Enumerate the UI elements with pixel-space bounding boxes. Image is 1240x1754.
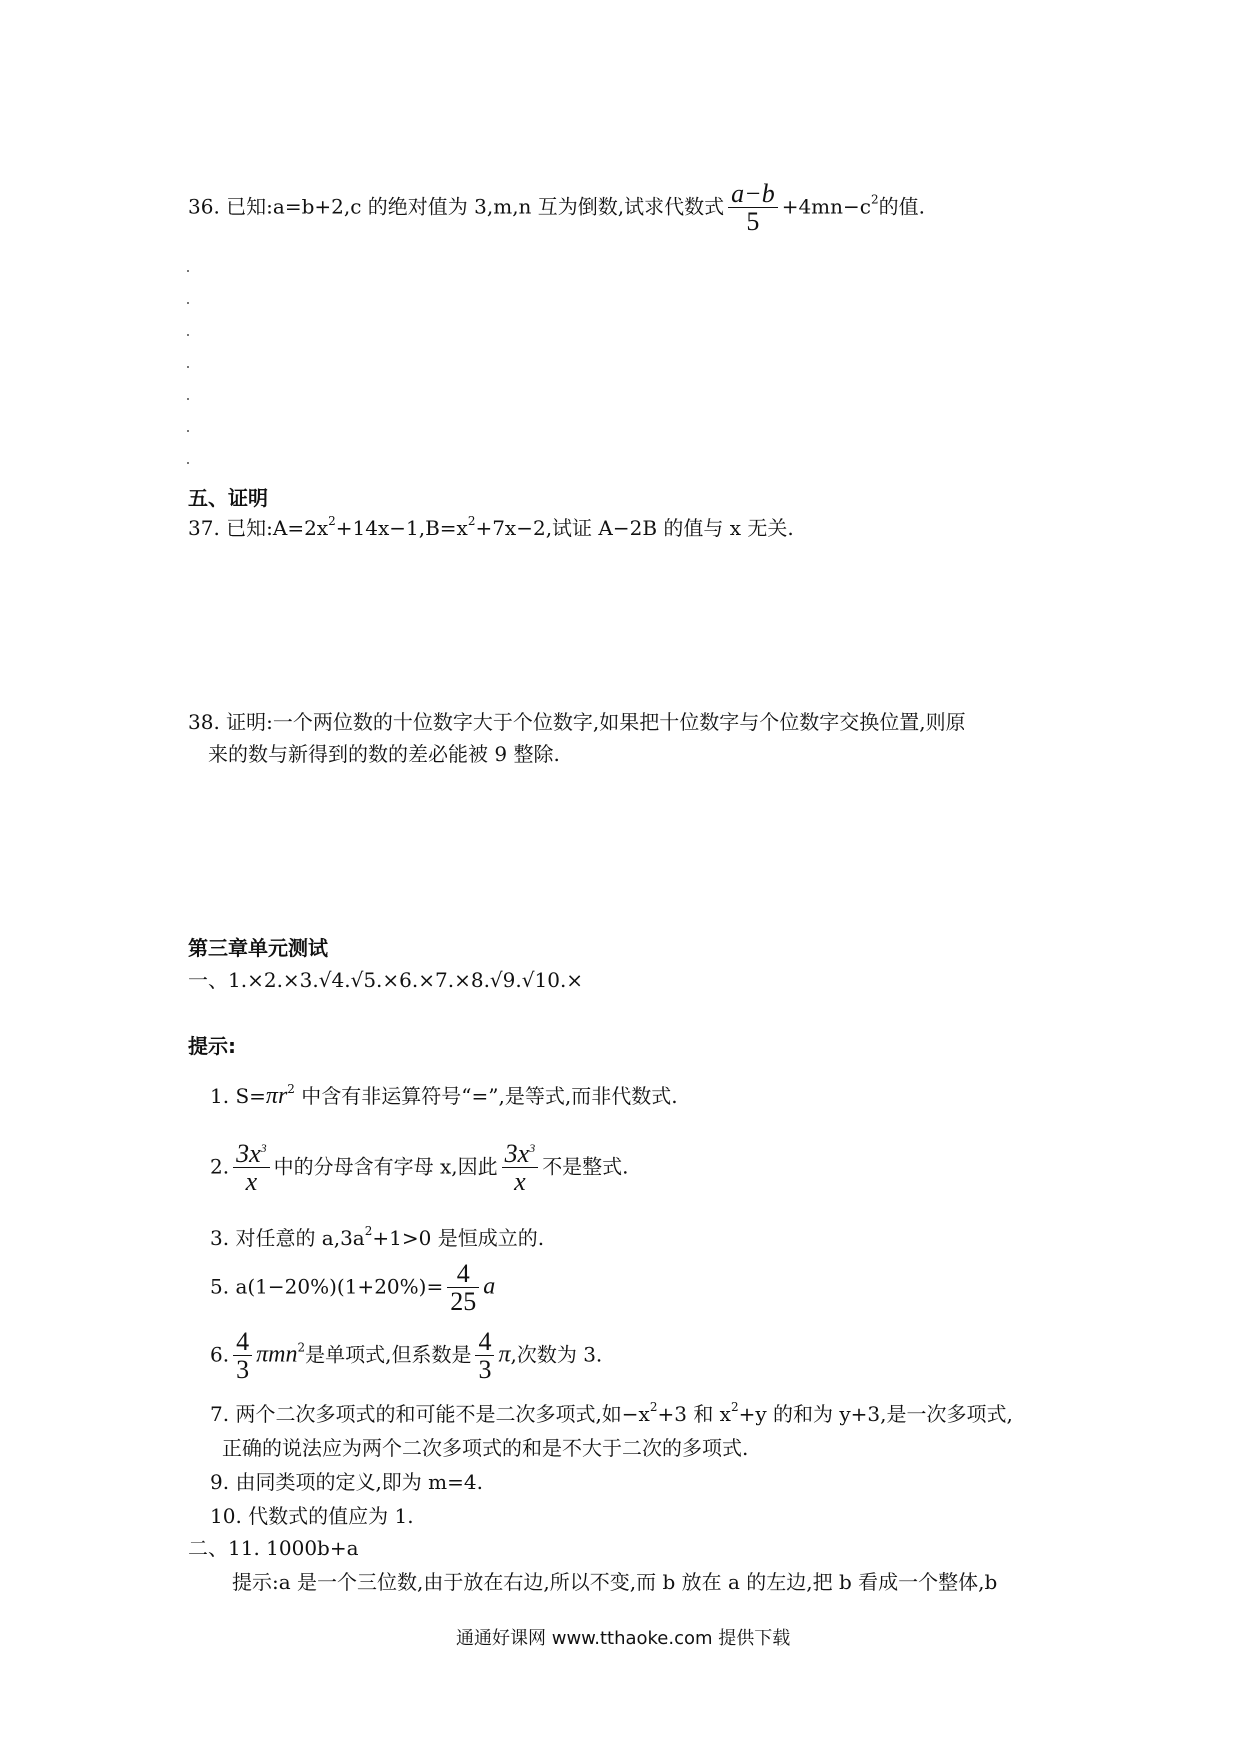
question-37: 37. 已知$:A=2x^2+14x-1,B=x^2+7x-2$,试证 A−2B 的值与 x 无关. bbox=[188, 514, 794, 540]
hint-11: 提示:a 是一个三位数,由于放在右边,所以不变,而 b 放在 a 的左边,把 b 看成一个整体,b bbox=[232, 1570, 998, 1594]
hint-2-fraction-b: $\frac{3x^3}{x}$ bbox=[502, 1140, 539, 1196]
hint-6-fraction-b: $\frac{4}{3}$ bbox=[475, 1328, 494, 1384]
hint-5: 5. a(1−20%)(1+20%)= $\frac{4}{25}$ a bbox=[210, 1259, 496, 1317]
hint-7-line1: 7. 两个二次多项式的和可能不是二次多项式,如$-x^2+3$ 和 $x^2+y$ 的和为 y+3,是一次多项式, bbox=[210, 1400, 1013, 1426]
hint-6: 6. $\frac{4}{3}$ πmn$^2$是单项式,但系数是 $\frac{4}{3}$ π,次数为 3. bbox=[210, 1327, 603, 1385]
hint-2-fraction: $\frac{3x^3}{x}$ bbox=[233, 1140, 270, 1196]
hint-5-fraction: $\frac{4}{25}$ bbox=[447, 1260, 479, 1316]
hint-9: 9. 由同类项的定义,即为 m=4. bbox=[210, 1470, 483, 1494]
hint-10: 10. 代数式的值应为 1. bbox=[210, 1504, 414, 1528]
blank-dot bbox=[187, 366, 189, 368]
blank-dot bbox=[187, 334, 189, 336]
blank-dot bbox=[187, 270, 189, 272]
hint-1: 1. $S=\pi r^2$ 中含有非运算符号“=”,是等式,而非代数式. bbox=[210, 1082, 678, 1109]
question-38-line1: 38. 证明:一个两位数的十位数字大于个位数字,如果把十位数字与个位数字交换位置,则原 bbox=[188, 710, 966, 734]
question-38-line2: 来的数与新得到的数的差必能被 9 整除. bbox=[208, 742, 560, 766]
page-footer: 通通好课网 www.tthaoke.com 提供下载 bbox=[456, 1628, 791, 1649]
q36-fraction: $\frac{a-b}{5}$ bbox=[728, 180, 778, 236]
blank-dot bbox=[187, 302, 189, 304]
blank-dot bbox=[187, 430, 189, 432]
hint-title: 提示: bbox=[188, 1034, 236, 1058]
answers-part1: 一、1.×2.×3.√4.√5.×6.×7.×8.√9.√10.× bbox=[188, 968, 584, 992]
hint-7-line2: 正确的说法应为两个二次多项式的和是不大于二次的多项式. bbox=[222, 1436, 749, 1460]
hint-2: 2. $\frac{3x^3}{x}$ 中的分母含有字母 x,因此 $\frac{3x^3}{x}$ 不是整式. bbox=[210, 1139, 629, 1197]
hint-3: 3. 对任意的 $a,3a^2+1>0$ 是恒成立的. bbox=[210, 1224, 545, 1250]
hint-6-fraction: $\frac{4}{3}$ bbox=[233, 1328, 252, 1384]
section-5-title: 五、证明 bbox=[188, 486, 268, 510]
answers-part2: 二、11. 1000b+a bbox=[188, 1536, 359, 1560]
blank-dot bbox=[187, 398, 189, 400]
blank-dot bbox=[187, 462, 189, 464]
q36-prefix: 36. 已知:a=b+2,c 的绝对值为 3,m,n 互为倒数,试求代数式 bbox=[188, 194, 725, 219]
question-36: 36. 已知:a=b+2,c 的绝对值为 3,m,n 互为倒数,试求代数式 $\frac{a-b}{5}$ $+4mn-c^2$的值. bbox=[188, 179, 925, 237]
answers-title: 第三章单元测试 bbox=[188, 936, 328, 960]
